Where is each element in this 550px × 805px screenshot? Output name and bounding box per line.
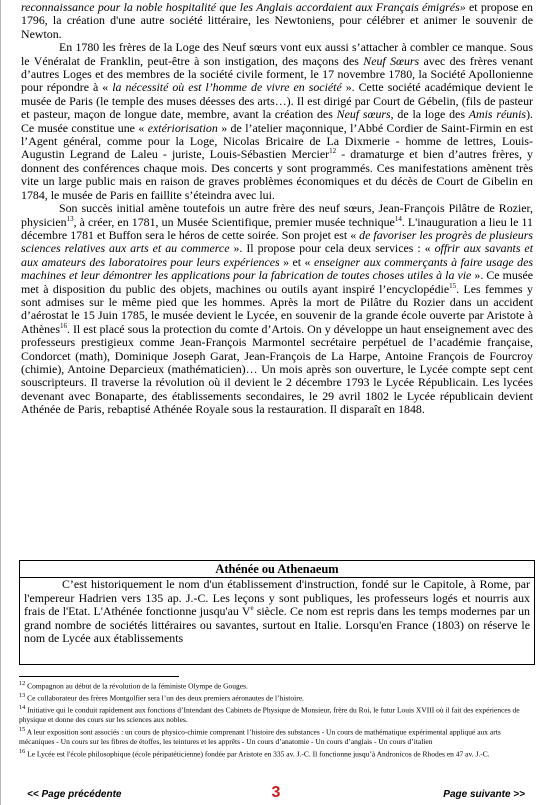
italic-quote: reconnaissance pour la noble hospitalité que les Anglais accordaient aux Français émigrés» bbox=[21, 0, 466, 14]
box-paragraph: C’est historiquement le nom d'un établissement d'instruction, fondé sur le Capitole, à Rome, par l'empereur Hadrien vers 135 ap. J.-C. Les leçons y sont publiques, les professeurs logés et nourris aux frais de l'Etat. L'Athénée fonctionne jusqu'au Ve siècle. Ce nom est repris dans les temps modernes par un grand nombre de sociétés littéraires ou savantes, surtout en Italie. Lorsqu'en France (1803) on réserve le nom de Lycée aux établissements bbox=[24, 577, 530, 646]
footnote-separator bbox=[19, 676, 179, 677]
paragraph-0: reconnaissance pour la noble hospitalité que les Anglais accordaient aux Français émigrés» et propose en 1796, la création d'une autre société littéraire, les Newtoniens, pour célébrer et animer le souvenir de Newton. bbox=[21, 0, 533, 41]
main-text bbox=[21, 1, 533, 417]
footnote-14: $^{14}$ Initiative qui le conduit rapidement aux fonctions d’Intendant des Cabinets de Physique de Monsieur, frère du Roi, le futur Louis XVIII où il fait des expériences de physique et donne des cours sur les sciences aux nobles. bbox=[19, 704, 520, 725]
footnote-13: $^{13}$ Ce collaborateur des frères Montgolfier sera l’un des deux premiers aéronautes de l’histoire. bbox=[19, 692, 304, 703]
paragraph-2: Son succès initial amène toutefois un autre frère des neuf sœurs, Jean-François Pilâtre de Rozier, physicien$^{13}$, à créer, en 1781, un Musée Scientifique, premier musée technique$^{14}$. L'inauguration a lieu le 11 décembre 1781 et Buffon sera le héros de cette soirée. Son projet est « de favoriser les progrès de plusieurs sciences relatives aux arts et au commerce ». Il propose pour cela deux services : « offrir aux savants et aux amateurs des laboratoires pour leurs expériences » et « enseigner aux commerçants à faire usage des machines et leur démontrer les applications pour la fabrication de toutes choses utiles à la vie ». Ce musée met à disposition du public des objets, machines ou outils ayant inspiré l’encyclopédie$^{15}$. Les femmes y sont admises sur le même pied que les hommes. Après la mort de Pilâtre du Rozier dans un accident d’aérostat le 15 Juin 1785, le musée devient le Lycée, en souvenir de la grande école ouverte par Aristote à Athènes$^{16}$. Il est placé sous la protection du comte d’Artois. On y développe un haut enseignement avec des professeurs prestigieux comme Jean-François Marmontel secrétaire perpétuel de l’académie française, Condorcet (math), Dominique Joseph Garat, Jean-François de La Harpe, Antoine François de Fourcroy (chimie), Antoine Deparcieux (mathématicien)… Un mois après son ouverture, le Lycée compte sept cent souscripteurs. Il traverse la révolution où il devient le 2 décembre 1793 le Lycée Républicain. Les lycées devenant avec Bonaparte, des établissements secondaires, le 29 avril 1802 le Lycée républicain devient Athénée de Paris, rebaptisé Athénée Royale sous la restauration. Il disparaît en 1848. bbox=[21, 201, 534, 417]
footnote-ref-15[interactable]: 15 bbox=[449, 281, 457, 290]
footnote-ref-16[interactable]: 16 bbox=[59, 321, 67, 330]
page-number: 3 bbox=[271, 784, 281, 801]
previous-page-link[interactable]: << Page précédente bbox=[27, 789, 122, 800]
footnotes bbox=[19, 679, 531, 759]
footnote-16: $^{16}$ Le Lycée est l'école philosophique (école péripatéticienne) fondée par Aristote en 335 av. J.-C. Il fonctionne jusqu’à Andronicos de Rhodes en 47 av. J.-C. bbox=[19, 747, 490, 759]
footnote-15: $^{15}$ A leur exposition sont associés : un cours de physico-chimie comprenant l’histoire des substances - Un cours de mathématique expérimental appliqué aux arts mécaniques - Un cours sur les fibres de étoffes, les teintures et les apprêts - Un cours d’anatomie - Un cours d’anglais - Un cours d’italien bbox=[19, 725, 501, 746]
next-page-link[interactable]: Page suivante >> bbox=[443, 789, 525, 800]
paragraph-1: En 1780 les frères de la Loge des Neuf sœurs vont eux aussi s’attacher à combler ce manque. Sous le Vénéralat de Franklin, peut-être à son instigation, des maçons des Neuf Sœurs avec des frères venant d’autres Loges et des membres de la société civile forment, le 17 novembre 1780, la Société Apollonienne pour répondre à « la nécessité où est l’homme de vivre en société ». Cette société académique devient le musée de Paris (le temple des muses déesses des arts…). Il est dirigé par Court de Gébelin, (fils de pasteur et pasteur, maçon de longue date, membre, avant la création des Neuf sœurs, de la loge des Amis réunis). Ce musée constitue une « extériorisation » de l’atelier maçonnique, l’Abbé Cordier de Saint-Firmin en est l’Agent général, comme pour la Loge, Nicolas Bricaire de La Dixmerie - homme de lettres, Louis-Augustin Legrand de Laleu - juriste, Louis-Sébastien Mercier$^{12}$ - dramaturge et bien d’autres frères, y donnent des conférences chaque mois. Des concerts y sont programmés. Ces manifestations amènent très vite un large public mais en raison de graves problèmes économiques et du décès de Court de Gibelin en 1784, le musée de Paris en faillite s’éteindra avec lui. bbox=[21, 40, 534, 202]
box-title: Athénée ou Athenaeum bbox=[20, 561, 534, 578]
page-footer bbox=[1, 784, 550, 805]
footnote-ref-12[interactable]: 12 bbox=[329, 147, 337, 156]
superscript-e: e bbox=[250, 604, 254, 613]
footnote-ref-14[interactable]: 14 bbox=[394, 214, 402, 223]
athenee-box bbox=[19, 560, 535, 665]
footnote-ref-13[interactable]: 13 bbox=[66, 214, 74, 223]
footnote-12: $^{12}$ Compagnon au début de la révolution de la féministe Olympe de Gouges. bbox=[19, 680, 248, 691]
